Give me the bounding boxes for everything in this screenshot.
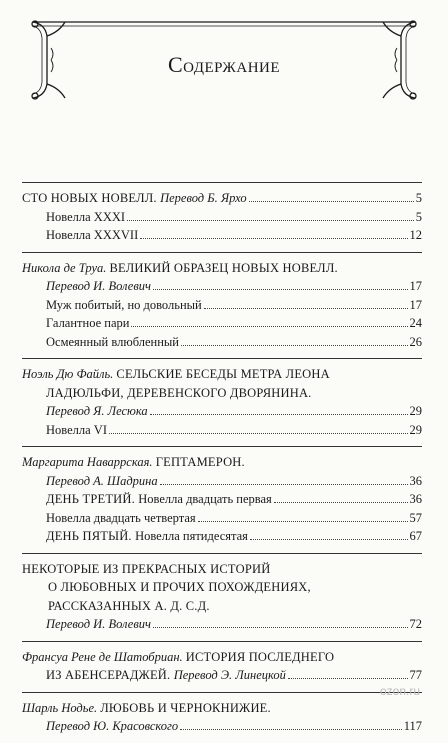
toc-entry-text	[46, 527, 248, 546]
toc-entry-text	[22, 560, 270, 579]
toc-entry	[22, 453, 422, 472]
dot-leader	[274, 502, 408, 503]
toc-section	[22, 182, 422, 245]
page-number: 12	[409, 228, 422, 242]
toc-text-part: Перевод Ю. Красовского	[46, 719, 179, 733]
toc-entry-text	[46, 384, 312, 403]
toc-text-part: Новелла пятидесятая	[135, 529, 248, 543]
page-number: 57	[409, 510, 422, 525]
toc-text-part: Новелла двадцать четвертая	[46, 510, 196, 525]
table-of-contents	[22, 182, 422, 743]
toc-text-part: ДЕНЬ ТРЕТИЙ.	[46, 492, 139, 506]
toc-text-part: Шарль Нодье.	[22, 700, 101, 715]
toc-entry	[22, 208, 422, 227]
toc-text-part: Перевод Б. Ярхо	[160, 191, 247, 205]
toc-text-part: Новелла VI	[46, 422, 107, 437]
dot-leader	[249, 201, 414, 202]
toc-entry-text	[22, 259, 338, 278]
dot-leader	[109, 433, 408, 434]
toc-text-part: Осмеянный влюбленный	[46, 334, 179, 349]
toc-text-part: Маргарита Наваррская.	[22, 455, 156, 469]
toc-entry	[22, 578, 422, 597]
toc-entry	[22, 666, 422, 685]
dot-leader	[288, 678, 408, 679]
dot-leader	[127, 220, 414, 221]
dot-leader	[131, 326, 407, 327]
toc-section	[22, 358, 422, 439]
page-number: 5	[415, 191, 422, 205]
page-number: 117	[403, 719, 422, 733]
page-number: 36	[409, 473, 422, 488]
toc-entry-text	[46, 226, 138, 245]
toc-entry-text	[22, 365, 330, 384]
page-number: 17	[409, 297, 422, 312]
toc-text-part: НЕКОТОРЫЕ ИЗ ПРЕКРАСНЫХ ИСТОРИЙ	[22, 561, 271, 576]
toc-text-part: Перевод Я. Лесюка	[46, 404, 148, 418]
toc-section	[22, 446, 422, 546]
toc-text-part: Новелла XXXI	[46, 209, 126, 224]
toc-entry-text	[46, 717, 178, 736]
dot-leader	[150, 414, 408, 415]
toc-entry	[22, 699, 422, 718]
toc-entry	[22, 648, 422, 667]
toc-text-part: О ЛЮБОВНЫХ И ПРОЧИХ ПОХОЖДЕНИЯХ,	[48, 580, 311, 594]
page-title: Содержание	[167, 52, 281, 77]
toc-entry-text	[22, 699, 271, 718]
toc-text-part: Никола де Труа.	[22, 260, 110, 275]
toc-entry-text	[46, 666, 286, 685]
toc-entry-text	[46, 615, 151, 634]
toc-text-part: Муж побитый, но довольный	[46, 297, 202, 312]
page-number: 24	[409, 316, 422, 330]
toc-entry-text	[22, 453, 245, 472]
toc-text-part: ИСТОРИЯ ПОСЛЕДНЕГО	[185, 649, 335, 664]
toc-entry	[22, 365, 422, 384]
toc-text-part: Новелла двадцать первая	[138, 492, 272, 506]
toc-entry-text	[48, 597, 210, 616]
toc-text-part: СЕЛЬСКИЕ БЕСЕДЫ МЕТРА ЛЕОНА	[116, 367, 330, 381]
toc-entry	[22, 296, 422, 315]
toc-entry-text	[46, 208, 125, 227]
dot-leader	[160, 484, 408, 485]
toc-entry	[22, 189, 422, 208]
page-number: 29	[409, 422, 422, 437]
toc-section	[22, 641, 422, 685]
toc-text-part: Новелла XXXVII	[46, 228, 139, 242]
toc-text-part: Перевод А. Шадрина	[46, 473, 158, 488]
toc-entry	[22, 472, 422, 491]
toc-text-part: Перевод И. Волевич	[46, 279, 151, 293]
page-number: 67	[409, 529, 422, 543]
page-number: 26	[409, 334, 422, 349]
toc-text-part: Галантное пари	[46, 316, 130, 330]
dot-leader	[153, 627, 408, 628]
toc-text-part: ЛАДЮЛЬФИ, ДЕРЕВЕНСКОГО ДВОРЯНИНА.	[46, 385, 312, 400]
toc-text-part: ЛЮБОВЬ И ЧЕРНОКНИЖИЕ.	[100, 700, 271, 715]
dot-leader	[198, 521, 408, 522]
page-number: 5	[415, 209, 422, 224]
toc-text-part: Перевод И. Волевич	[46, 617, 151, 631]
toc-entry	[22, 314, 422, 333]
toc-text-part: ГЕПТАМЕРОН.	[155, 455, 245, 469]
toc-section	[22, 692, 422, 736]
toc-text-part: ИЗ АБЕНСЕРАДЖЕЙ.	[46, 668, 174, 682]
dot-leader	[153, 289, 408, 290]
dot-leader	[180, 729, 402, 730]
toc-entry	[22, 717, 422, 736]
toc-text-part: СТО НОВЫХ НОВЕЛЛ.	[22, 191, 161, 205]
dot-leader	[181, 345, 408, 346]
toc-entry	[22, 384, 422, 403]
toc-entry-text	[46, 296, 202, 315]
toc-text-part: Ноэль Дю Файль.	[22, 367, 117, 381]
toc-entry-text	[46, 421, 107, 440]
dot-leader	[250, 539, 408, 540]
page-number: 17	[409, 279, 422, 293]
toc-section	[22, 252, 422, 352]
toc-entry-text	[46, 509, 196, 528]
toc-entry	[22, 560, 422, 579]
toc-entry-text	[46, 402, 148, 421]
toc-entry-text	[46, 472, 158, 491]
dot-leader	[140, 238, 407, 239]
toc-entry	[22, 615, 422, 634]
toc-entry-text	[46, 314, 129, 333]
toc-entry	[22, 333, 422, 352]
toc-text-part: ДЕНЬ ПЯТЫЙ.	[46, 529, 136, 543]
toc-entry-text	[46, 277, 151, 296]
dot-leader	[204, 308, 408, 309]
toc-entry	[22, 402, 422, 421]
toc-entry	[22, 421, 422, 440]
toc-text-part: Франсуа Рене де Шатобриан.	[22, 649, 186, 664]
toc-entry-text	[48, 578, 311, 597]
toc-entry-text	[22, 189, 247, 208]
page-number: 29	[409, 404, 422, 418]
toc-entry-text	[46, 333, 179, 352]
toc-entry	[22, 597, 422, 616]
toc-entry-text	[22, 648, 334, 667]
toc-text-part: РАССКАЗАННЫХ А. Д. С.Д.	[48, 598, 210, 613]
page-number: 36	[409, 492, 422, 506]
page-number: 77	[409, 668, 422, 682]
page-number: 72	[409, 617, 422, 631]
toc-text-part: Перевод Э. Линецкой	[173, 668, 286, 682]
toc-entry	[22, 226, 422, 245]
toc-entry	[22, 490, 422, 509]
toc-entry-text	[46, 490, 272, 509]
toc-entry	[22, 259, 422, 278]
toc-section	[22, 553, 422, 634]
toc-entry	[22, 509, 422, 528]
watermark: ozon.ru	[379, 684, 420, 698]
toc-entry	[22, 277, 422, 296]
toc-text-part: ВЕЛИКИЙ ОБРАЗЕЦ НОВЫХ НОВЕЛЛ.	[109, 260, 338, 275]
toc-entry	[22, 527, 422, 546]
